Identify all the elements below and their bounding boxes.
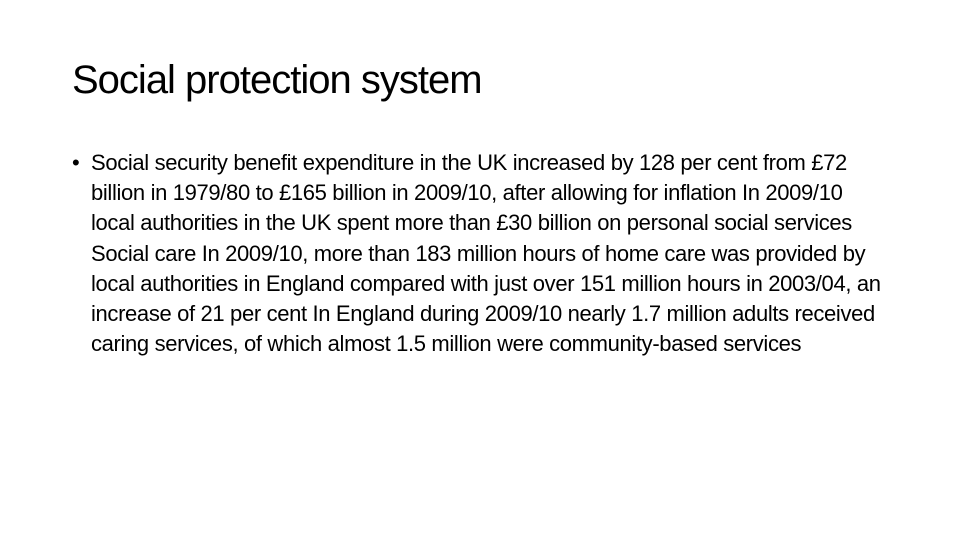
slide-title: Social protection system — [72, 58, 482, 102]
bullet-text: Social security benefit expenditure in the UK increased by 128 per cent from £72 billion in 1979/80 to £165 billion in 2009/10, after allowing for inflation In 2009/10 local authorities in the UK spent more than £30 billion on personal social services Social care In 2009/10, more than 183 million hours of home care was provided by local authorities in England compared with just over 151 million hours in 2003/04, an increase of 21 per cent In England during 2009/10 nearly 1.7 million adults received caring services, of which almost 1.5 million were community-based services — [91, 150, 881, 357]
bullet-list — [72, 148, 890, 359]
bullet-marker: • — [72, 150, 80, 175]
bullet-item — [72, 148, 890, 359]
